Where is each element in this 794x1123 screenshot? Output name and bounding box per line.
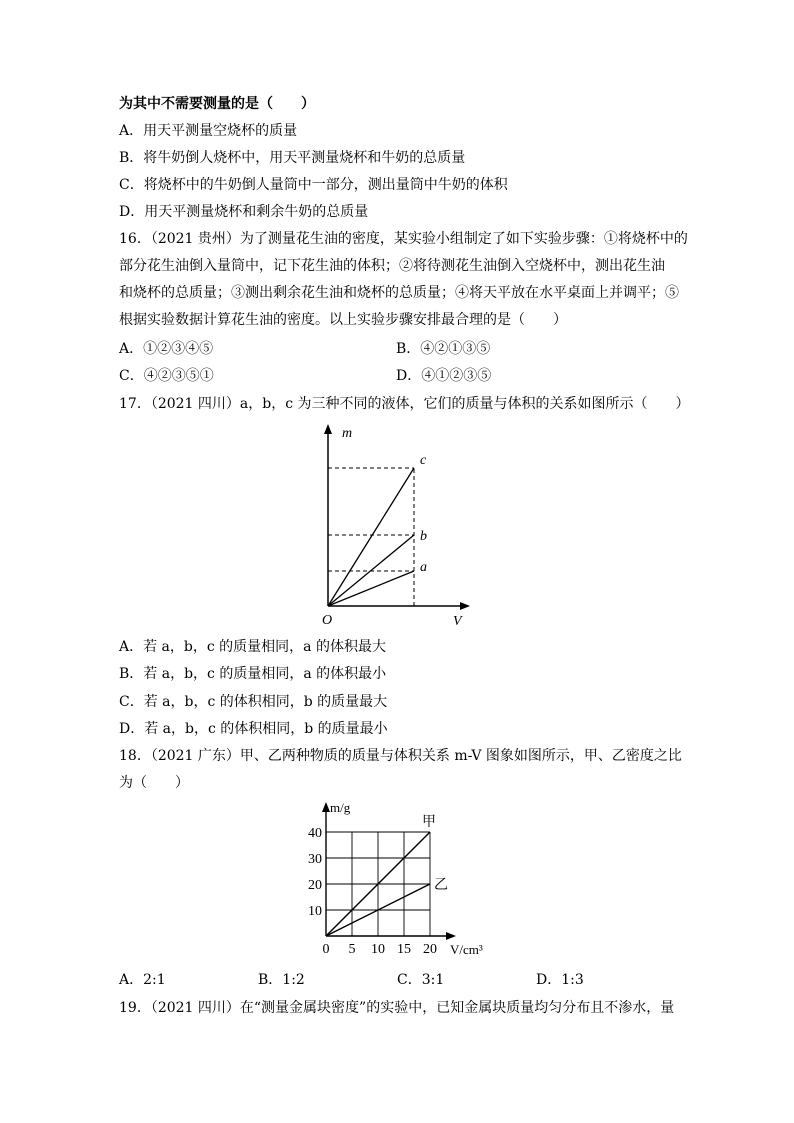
q18-line-2: 为（ ） xyxy=(119,775,189,791)
option-a: A．用天平测量空烧杯的质量 xyxy=(119,123,298,139)
q16-option-a: A．①②③④⑤ xyxy=(119,341,214,357)
y-tick-label: 20 xyxy=(308,878,322,893)
q17-y-arrow xyxy=(324,424,332,434)
series-label-1: 甲 xyxy=(422,815,436,830)
q16-line-1: 16．（2021 贵州）为了测量花生油的密度，某实验小组制定了如下实验步骤：①将烧杯中的 xyxy=(119,231,688,247)
series-label-2: 乙 xyxy=(434,878,448,893)
q16-line-2: 部分花生油倒入量筒中，记下花生油的体积；②将待测花生油倒入空烧杯中，测出花生油 xyxy=(119,258,665,274)
x-axis-label: V/cm³ xyxy=(450,942,483,957)
q17-option-a: A．若 a，b，c 的质量相同，a 的体积最大 xyxy=(119,639,386,655)
q18-option-d: D．1:3 xyxy=(536,972,584,988)
option-c: C．将烧杯中的牛奶倒人量筒中一部分，测出量筒中牛奶的体积 xyxy=(119,177,508,193)
q17-origin-label: O xyxy=(322,613,333,628)
option-d: D．用天平测量烧杯和剩余牛奶的总质量 xyxy=(119,204,369,220)
q18-line-1: 18．（2021 广东）甲、乙两种物质的质量与体积关系 m-V 图象如图所示，甲、乙密度之比 xyxy=(119,748,682,764)
q17-y-label: m xyxy=(342,426,353,441)
q17-x-arrow xyxy=(460,602,470,610)
q19-line-1: 19．（2021 四川）在“测量金属块密度”的实验中，已知金属块质量均匀分布且不渗水，量 xyxy=(119,1000,675,1016)
q17-label-b: b xyxy=(420,529,427,544)
x-tick-label: 10 xyxy=(371,942,385,957)
y-tick-label: 10 xyxy=(308,904,322,919)
y-axis-label: m/g xyxy=(330,800,351,815)
q18-chart xyxy=(290,798,510,968)
option-b: B．将牛奶倒人烧杯中，用天平测量烧杯和牛奶的总质量 xyxy=(119,150,466,166)
y-axis-arrow xyxy=(322,802,330,812)
q16-option-c: C．④②③⑤① xyxy=(119,368,214,384)
q17-label-c: c xyxy=(420,453,427,468)
q17-option-d: D．若 a，b，c 的体积相同，b 的质量最小 xyxy=(119,721,388,737)
q17-line-a xyxy=(328,571,414,606)
x-tick-label: 15 xyxy=(397,942,411,957)
q17-option-b: B．若 a，b，c 的质量相同，a 的体积最小 xyxy=(119,666,387,682)
q16-option-d: D．④①②③⑤ xyxy=(396,368,492,384)
q18-option-c: C．3:1 xyxy=(397,972,445,988)
question-intro: 为其中不需要测量的是（ ） xyxy=(119,96,315,112)
q17-line-c xyxy=(328,468,414,606)
q17-x-label: V xyxy=(453,614,462,629)
x-axis-arrow xyxy=(446,932,456,940)
q16-line-4: 根据实验数据计算花生油的密度。以上实验步骤安排最合理的是（ ） xyxy=(119,312,567,328)
q18-option-a: A．2:1 xyxy=(119,972,166,988)
x-tick-label: 20 xyxy=(423,942,437,957)
q17-stem: 17．（2021 四川）a，b，c 为三种不同的液体，它们的质量与体积的关系如图所示（ ） xyxy=(119,396,690,412)
q17-label-a: a xyxy=(420,560,427,575)
x-tick-label: 0 xyxy=(322,942,330,957)
q17-figure xyxy=(310,418,480,632)
y-tick-label: 30 xyxy=(308,852,322,867)
x-tick-label: 5 xyxy=(348,942,356,957)
q17-option-c: C．若 a，b，c 的体积相同，b 的质量最大 xyxy=(119,694,388,710)
q16-option-b: B．④②①③⑤ xyxy=(396,341,491,357)
q16-line-3: 和烧杯的总质量；③测出剩余花生油和烧杯的总质量；④将天平放在水平桌面上并调平；⑤ xyxy=(119,285,679,301)
q18-option-b: B．1:2 xyxy=(258,972,305,988)
y-tick-label: 40 xyxy=(308,826,322,841)
